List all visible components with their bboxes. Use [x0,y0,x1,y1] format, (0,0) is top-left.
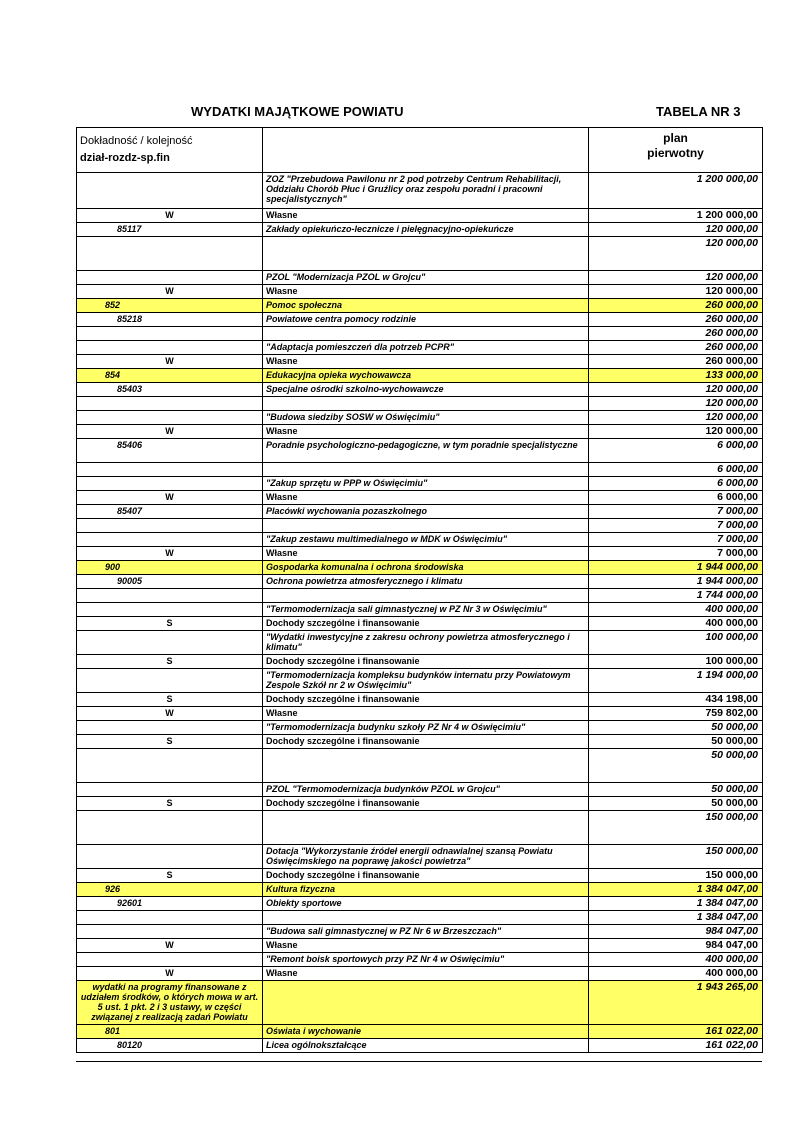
description-cell: Zakłady opiekuńczo-lecznicze i pielęgnacyjno-opiekuńcze [263,223,589,237]
classification-cell [77,603,263,617]
description-cell: Licea ogólnokształcące [263,1039,589,1053]
table-row [77,439,763,463]
plan-value-cell: 400 000,00 [589,967,763,981]
description-cell: Własne [263,967,589,981]
table-row [77,707,763,721]
table-row [77,477,763,491]
table-row [77,939,763,953]
table-row [77,669,763,693]
description-cell: "Remont boisk sportowych przy PZ Nr 4 w Oświęcimiu" [263,953,589,967]
plan-value-cell: 400 000,00 [589,953,763,967]
classification-cell: S [77,735,263,749]
table-row [77,327,763,341]
classification-cell [77,589,263,603]
classification-cell: 85406 [77,439,263,463]
classification-cell [77,237,263,271]
table-row [77,617,763,631]
plan-value-cell: 1 384 047,00 [589,897,763,911]
description-cell: ZOZ "Przebudowa Pawilonu nr 2 pod potrzeby Centrum Rehabilitacji, Oddziału Chorób Płuc i Gruźlicy oraz zespołu poradni i pracowni specjalistycznych" [263,173,589,209]
header-col-description [263,128,589,173]
classification-cell [77,669,263,693]
table-row [77,575,763,589]
header-col-plan [589,128,763,173]
plan-value-cell: 120 000,00 [589,285,763,299]
description-cell: Edukacyjna opieka wychowawcza [263,369,589,383]
classification-cell: 854 [77,369,263,383]
description-cell: "Termomodernizacja budynku szkoły PZ Nr 4 w Oświęcimiu" [263,721,589,735]
description-cell: Dochody szczególne i finansowanie [263,655,589,669]
plan-value-cell: 1 200 000,00 [589,173,763,209]
table-row [77,547,763,561]
plan-value-cell: 7 000,00 [589,547,763,561]
plan-value-cell: 120 000,00 [589,383,763,397]
table-row [77,505,763,519]
plan-value-cell: 120 000,00 [589,271,763,285]
description-cell: "Zakup sprzętu w PPP w Oświęcimiu" [263,477,589,491]
classification-cell: W [77,209,263,223]
table-row [77,897,763,911]
plan-value-cell: 120 000,00 [589,397,763,411]
table-row [77,463,763,477]
description-cell [263,519,589,533]
classification-cell [77,519,263,533]
description-cell: Poradnie psychologiczno-pedagogiczne, w tym poradnie specjalistyczne [263,439,589,463]
classification-cell [77,533,263,547]
table-row [77,811,763,845]
plan-value-cell: 1 943 265,00 [589,981,763,1025]
classification-cell: 90005 [77,575,263,589]
table-row [77,299,763,313]
description-cell: Własne [263,209,589,223]
plan-value-cell: 1 944 000,00 [589,561,763,575]
plan-value-cell: 50 000,00 [589,721,763,735]
classification-cell [77,925,263,939]
description-cell [263,981,589,1025]
classification-cell: W [77,355,263,369]
plan-value-cell: 6 000,00 [589,477,763,491]
classification-cell: 92601 [77,897,263,911]
table-row [77,981,763,1025]
description-cell: "Termomodernizacja sali gimnastycznej w PZ Nr 3 w Oświęcimiu" [263,603,589,617]
classification-cell: W [77,967,263,981]
plan-value-cell: 400 000,00 [589,617,763,631]
table-row [77,383,763,397]
classification-cell: W [77,285,263,299]
table-row [77,693,763,707]
table-row [77,721,763,735]
plan-value-cell: 984 047,00 [589,925,763,939]
plan-value-cell: 50 000,00 [589,735,763,749]
description-cell: PZOL "Modernizacja PZOL w Grojcu" [263,271,589,285]
description-cell: Własne [263,939,589,953]
plan-value-cell: 120 000,00 [589,425,763,439]
plan-value-cell: 150 000,00 [589,845,763,869]
document-title: WYDATKI MAJĄTKOWE POWIATU [191,104,404,119]
classification-cell [77,327,263,341]
table-row [77,313,763,327]
description-cell [263,463,589,477]
table-row [77,735,763,749]
description-cell: Dotacja "Wykorzystanie źródeł energii odnawialnej szansą Powiatu Oświęcimskiego na poprawę jakości powietrza" [263,845,589,869]
table-row [77,911,763,925]
plan-value-cell: 1 194 000,00 [589,669,763,693]
classification-cell: 900 [77,561,263,575]
table-row [77,411,763,425]
classification-cell: 926 [77,883,263,897]
description-cell [263,589,589,603]
header-classification-label: dział-rozdz-sp.fin [80,152,170,164]
table-header-row [77,128,763,173]
classification-cell [77,411,263,425]
plan-value-cell: 759 802,00 [589,707,763,721]
plan-value-cell: 260 000,00 [589,355,763,369]
classification-cell [77,477,263,491]
plan-value-cell: 161 022,00 [589,1025,763,1039]
table-row [77,223,763,237]
classification-cell: W [77,547,263,561]
classification-cell: S [77,693,263,707]
classification-cell [77,463,263,477]
classification-cell [77,749,263,783]
classification-cell [77,397,263,411]
plan-value-cell: 1 384 047,00 [589,911,763,925]
table-number: TABELA NR 3 [656,104,741,119]
table-row [77,285,763,299]
classification-cell [77,721,263,735]
description-cell: Dochody szczególne i finansowanie [263,735,589,749]
classification-cell: S [77,869,263,883]
plan-value-cell: 6 000,00 [589,463,763,477]
plan-value-cell: 120 000,00 [589,411,763,425]
table-row [77,749,763,783]
description-cell: Własne [263,285,589,299]
table-row [77,925,763,939]
classification-cell: W [77,707,263,721]
classification-cell: 85407 [77,505,263,519]
plan-value-cell: 100 000,00 [589,631,763,655]
header-accuracy-label: Dokładność / kolejność [80,135,193,147]
table-row [77,603,763,617]
plan-value-cell: 1 944 000,00 [589,575,763,589]
classification-cell [77,631,263,655]
classification-cell: W [77,491,263,505]
table-row [77,869,763,883]
description-cell: Obiekty sportowe [263,897,589,911]
description-cell: Pomoc społeczna [263,299,589,313]
header-col-classification [77,128,263,173]
description-cell: Dochody szczególne i finansowanie [263,869,589,883]
table-row [77,1025,763,1039]
description-cell [263,327,589,341]
description-cell: "Adaptacja pomieszczeń dla potrzeb PCPR" [263,341,589,355]
plan-value-cell: 1 384 047,00 [589,883,763,897]
plan-value-cell: 7 000,00 [589,533,763,547]
plan-value-cell: 120 000,00 [589,223,763,237]
description-cell: Własne [263,491,589,505]
table-row [77,845,763,869]
description-cell [263,749,589,783]
table-row [77,953,763,967]
description-cell: Kultura fizyczna [263,883,589,897]
plan-value-cell: 434 198,00 [589,693,763,707]
classification-cell: S [77,617,263,631]
plan-value-cell: 133 000,00 [589,369,763,383]
header-pierwotny-label: pierwotny [647,146,704,160]
classification-cell: S [77,655,263,669]
table-row [77,883,763,897]
bottom-rule [76,1061,762,1062]
plan-value-cell: 6 000,00 [589,491,763,505]
description-cell: Własne [263,707,589,721]
table-row [77,967,763,981]
plan-value-cell: 161 022,00 [589,1039,763,1053]
plan-value-cell: 7 000,00 [589,519,763,533]
table-row [77,797,763,811]
classification-cell: 80120 [77,1039,263,1053]
description-cell: "Budowa sali gimnastycznej w PZ Nr 6 w Brzeszczach" [263,925,589,939]
expenditure-table [76,127,763,1053]
description-cell: Oświata i wychowanie [263,1025,589,1039]
description-cell: Powiatowe centra pomocy rodzinie [263,313,589,327]
classification-cell: 85117 [77,223,263,237]
table-row [77,369,763,383]
table-row [77,491,763,505]
table-row [77,341,763,355]
description-cell: Dochody szczególne i finansowanie [263,693,589,707]
table-row [77,425,763,439]
description-cell [263,237,589,271]
description-cell [263,811,589,845]
classification-cell [77,953,263,967]
classification-cell [77,845,263,869]
classification-cell [77,341,263,355]
description-cell: "Termomodernizacja kompleksu budynków internatu przy Powiatowym Zespole Szkół nr 2 w Oświęcimiu" [263,669,589,693]
plan-value-cell: 400 000,00 [589,603,763,617]
table-row [77,783,763,797]
table-row [77,1039,763,1053]
description-cell: Placówki wychowania pozaszkolnego [263,505,589,519]
table-row [77,655,763,669]
plan-value-cell: 1 744 000,00 [589,589,763,603]
plan-value-cell: 984 047,00 [589,939,763,953]
plan-value-cell: 50 000,00 [589,749,763,783]
classification-cell: S [77,797,263,811]
table-row [77,237,763,271]
plan-value-cell: 50 000,00 [589,797,763,811]
plan-value-cell: 150 000,00 [589,811,763,845]
description-cell: PZOL "Termomodernizacja budynków PZOL w Grojcu" [263,783,589,797]
table-row [77,355,763,369]
header-plan-label: plan [663,131,688,145]
plan-value-cell: 1 200 000,00 [589,209,763,223]
description-cell [263,397,589,411]
table-row [77,561,763,575]
description-cell: Ochrona powietrza atmosferycznego i klimatu [263,575,589,589]
description-cell: "Budowa siedziby SOSW w Oświęcimiu" [263,411,589,425]
table-row [77,209,763,223]
classification-cell: W [77,939,263,953]
plan-value-cell: 50 000,00 [589,783,763,797]
programs-note-cell: wydatki na programy finansowane z udziałem środków, o których mowa w art. 5 ust. 1 pkt. 2 i 3 ustawy, w części związanej z realizacją zadań Powiatu [77,981,263,1025]
plan-value-cell: 260 000,00 [589,341,763,355]
description-cell: Specjalne ośrodki szkolno-wychowawcze [263,383,589,397]
plan-value-cell: 150 000,00 [589,869,763,883]
plan-value-cell: 120 000,00 [589,237,763,271]
description-cell: Dochody szczególne i finansowanie [263,617,589,631]
plan-value-cell: 100 000,00 [589,655,763,669]
description-cell: Własne [263,355,589,369]
table-row [77,519,763,533]
classification-cell: 85403 [77,383,263,397]
table-row [77,589,763,603]
plan-value-cell: 260 000,00 [589,313,763,327]
plan-value-cell: 7 000,00 [589,505,763,519]
classification-cell [77,911,263,925]
classification-cell: 852 [77,299,263,313]
plan-value-cell: 6 000,00 [589,439,763,463]
classification-cell [77,173,263,209]
classification-cell: 85218 [77,313,263,327]
classification-cell [77,271,263,285]
description-cell: "Zakup zestawu multimedialnego w MDK w Oświęcimiu" [263,533,589,547]
table-row [77,271,763,285]
table-row [77,173,763,209]
description-cell: Własne [263,547,589,561]
plan-value-cell: 260 000,00 [589,327,763,341]
description-cell: "Wydatki inwestycyjne z zakresu ochrony powietrza atmosferycznego i klimatu" [263,631,589,655]
classification-cell [77,811,263,845]
plan-value-cell: 260 000,00 [589,299,763,313]
table-row [77,397,763,411]
classification-cell: W [77,425,263,439]
description-cell: Własne [263,425,589,439]
description-cell: Dochody szczególne i finansowanie [263,797,589,811]
classification-cell: 801 [77,1025,263,1039]
classification-cell [77,783,263,797]
table-row [77,533,763,547]
description-cell: Gospodarka komunalna i ochrona środowiska [263,561,589,575]
description-cell [263,911,589,925]
table-row [77,631,763,655]
